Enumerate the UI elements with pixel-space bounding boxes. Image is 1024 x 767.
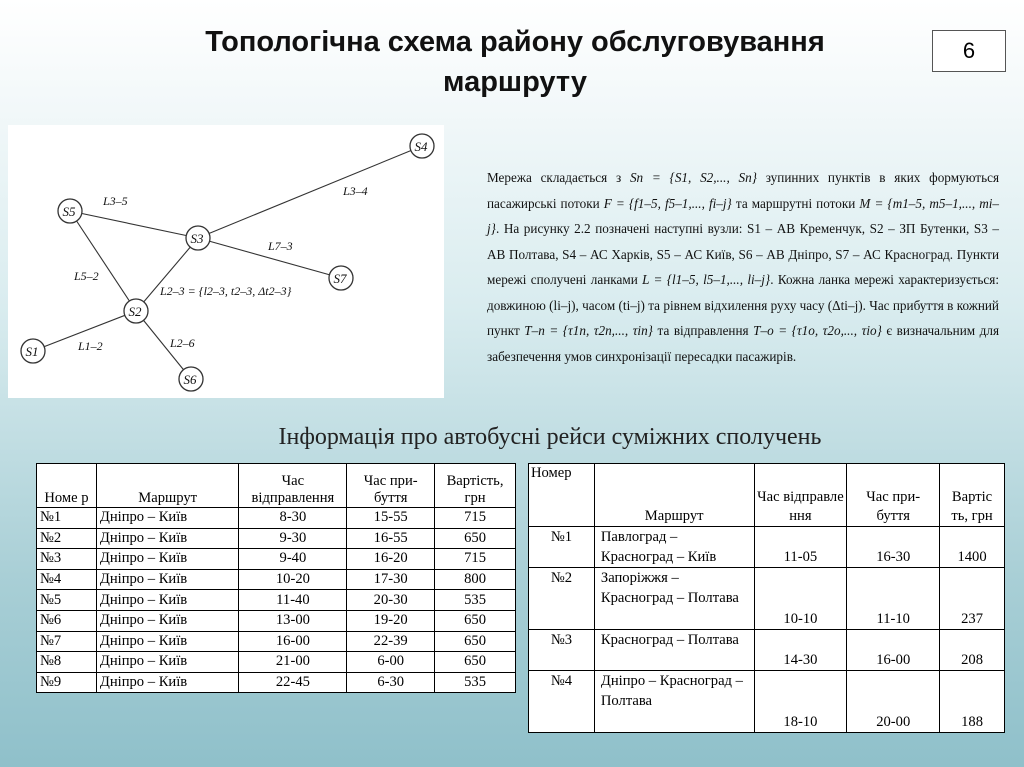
formula-to: T–o = {τ1o, τ2o,..., τio} [753,323,882,338]
table-cell: 10-20 [239,569,347,590]
table-cell: Дніпро – Київ [96,549,239,570]
table-cell: 650 [435,652,516,673]
table-cell: №7 [37,631,97,652]
col-route: Маршрут [96,464,239,508]
table-cell: Дніпро – Київ [96,631,239,652]
table-cell: 715 [435,508,516,529]
edge-label-l3-5: L3–5 [103,194,128,208]
table-cell: №6 [37,610,97,631]
table-cell: 800 [435,569,516,590]
col-departure: Час відправлення [239,464,347,508]
table-cell: 1400 [940,527,1005,568]
edge-label-l1-2: L1–2 [78,339,103,353]
col-price: Вартіс ть, грн [940,464,1005,527]
table-cell: Павлоград – Красноград – Київ [594,527,754,568]
table-cell: 535 [435,672,516,693]
topology-graph [8,125,444,398]
table-cell: 650 [435,610,516,631]
table-cell: 16-00 [239,631,347,652]
table-header-row [37,464,516,508]
table-row [37,569,516,590]
edge-label-l2-6: L2–6 [170,336,195,350]
table-row [529,568,1005,630]
edge-label-l3-4: L3–4 [343,184,368,198]
table-row [529,630,1005,671]
table-cell: 22-45 [239,672,347,693]
node-label-s3: S3 [190,231,204,246]
table-row [37,652,516,673]
table-cell: 237 [940,568,1005,630]
table-cell: №2 [37,528,97,549]
table-row [37,528,516,549]
table-cell: 18-10 [754,671,847,733]
table-cell: 650 [435,631,516,652]
table-cell: №1 [529,527,595,568]
table-cell: 715 [435,549,516,570]
table-cell: 16-30 [847,527,940,568]
table-cell: №2 [529,568,595,630]
edge-s5-s2 [70,211,136,311]
edge-label-l5-2: L5–2 [74,269,99,283]
table-cell: 11-05 [754,527,847,568]
col-number: Номе р [37,464,97,508]
formula-m: M = {m1–5, m5–1,..., mi–j} [487,195,1000,236]
edge-s2-s3 [136,238,198,311]
table-cell: 208 [940,630,1005,671]
table-cell: 19-20 [347,610,435,631]
network-description: Мережа складається з Sn = {S1, S2,..., Sn} зупинних пунктів в яких формуються пасажирські потоки F = {f1–5, f5–1,..., fi–j} та маршрутні потоки M = {m1–5, m5–1,..., mi–j}. На рисунку 2.2 позначені наступні вузли: S1 – АВ Кременчук, S2 – ЗП Бутенки, S3 – АВ Полтава, S4 – АС Харків, S5 – АС Київ, S6 – АВ Дніпро, S7 – АС Красноград. Пункти мережі сполучені ланками L = {l1–5, l5–1,..., li–j}. Кожна ланка мережі характеризується: довжиною (li–j), часом (ti–j) та рівнем відхилення руху часу (Δti–j). Час прибуття в кожний пункт T–n = {τ1n, τ2n,..., τin} та відправлення T–o = {τ1o, τ2o,..., τio} є визначальним для забезпечення умов синхронізації пересадки пасажирів. [487,170,1000,364]
col-number: Номер [529,464,595,527]
node-label-s6: S6 [183,372,197,387]
table-cell: 17-30 [347,569,435,590]
table-cell: 9-30 [239,528,347,549]
table-cell: 650 [435,528,516,549]
title-line-1: Топологічна схема району обслуговування [205,26,825,58]
title-line-2: маршруту [443,66,587,98]
table-row [529,527,1005,568]
table-row [37,672,516,693]
table-cell: Дніпро – Київ [96,528,239,549]
edge-s5-s3 [70,211,198,238]
table-cell: 6-30 [347,672,435,693]
table-cell: 6-00 [347,652,435,673]
table-row [37,610,516,631]
col-arrival: Час при- буття [847,464,940,527]
table-cell: Дніпро – Київ [96,610,239,631]
table-cell: 20-00 [847,671,940,733]
table-cell: 8-30 [239,508,347,529]
table-cell: №1 [37,508,97,529]
formula-tn: T–n = {τ1n, τ2n,..., τin} [524,323,653,338]
col-arrival: Час при- буття [347,464,435,508]
table-cell: Дніпро – Київ [96,508,239,529]
table-cell: Дніпро – Київ [96,672,239,693]
table-cell: 16-55 [347,528,435,549]
table-cell: 22-39 [347,631,435,652]
table-cell: Дніпро – Київ [96,569,239,590]
table-row [37,590,516,611]
table-cell: №4 [529,671,595,733]
edge-label-l2-3: L2–3 = {l2–3, t2–3, Δt2–3} [160,284,292,298]
edge-s3-s4 [198,146,422,238]
col-route: Маршрут [594,464,754,527]
table-cell: Дніпро – Київ [96,590,239,611]
table-row [37,631,516,652]
table-cell: 14-30 [754,630,847,671]
table-cell: №3 [37,549,97,570]
col-departure: Час відправле ння [754,464,847,527]
table-cell: 16-00 [847,630,940,671]
edge-label-l7-3: L7–3 [268,239,293,253]
node-label-s5: S5 [62,204,76,219]
table-row [37,508,516,529]
adjacent-trips-table [528,463,1005,733]
dnipro-kyiv-trips-table [36,463,516,693]
slide-number: 6 [932,30,1006,72]
table-cell: 9-40 [239,549,347,570]
col-price: Вартість, грн [435,464,516,508]
table-cell: 10-10 [754,568,847,630]
slide-title [130,22,900,102]
table-cell: Запоріжжя – Красноград – Полтава [594,568,754,630]
table-row [529,671,1005,733]
table-row [37,549,516,570]
table-cell: Дніпро – Київ [96,652,239,673]
formula-f: F = {f1–5, f5–1,..., fi–j} [603,195,732,211]
table-cell: 21-00 [239,652,347,673]
formula-sn: Sn = {S1, S2,..., Sn} [629,170,757,185]
table-cell: 15-55 [347,508,435,529]
table-cell: №5 [37,590,97,611]
tables-subtitle: Інформація про автобусні рейси суміжних сполучень [278,424,822,450]
node-label-s1: S1 [25,344,39,359]
table-cell: 16-20 [347,549,435,570]
table-header-row [529,464,1005,527]
table-cell: 188 [940,671,1005,733]
table-cell: №3 [529,630,595,671]
formula-l: L = {l1–5, l5–1,..., li–j} [642,272,771,287]
table-cell: 13-00 [239,610,347,631]
table-cell: №4 [37,569,97,590]
table-cell: Красноград – Полтава [594,630,754,671]
topology-diagram [8,125,444,398]
table-cell: Дніпро – Красноград – Полтава [594,671,754,733]
table-cell: 20-30 [347,590,435,611]
node-label-s2: S2 [128,304,142,319]
table-cell: №9 [37,672,97,693]
node-label-s4: S4 [414,139,428,154]
table-cell: 11-10 [847,568,940,630]
table-cell: 11-40 [239,590,347,611]
node-label-s7: S7 [333,271,347,286]
table-cell: 535 [435,590,516,611]
table-cell: №8 [37,652,97,673]
